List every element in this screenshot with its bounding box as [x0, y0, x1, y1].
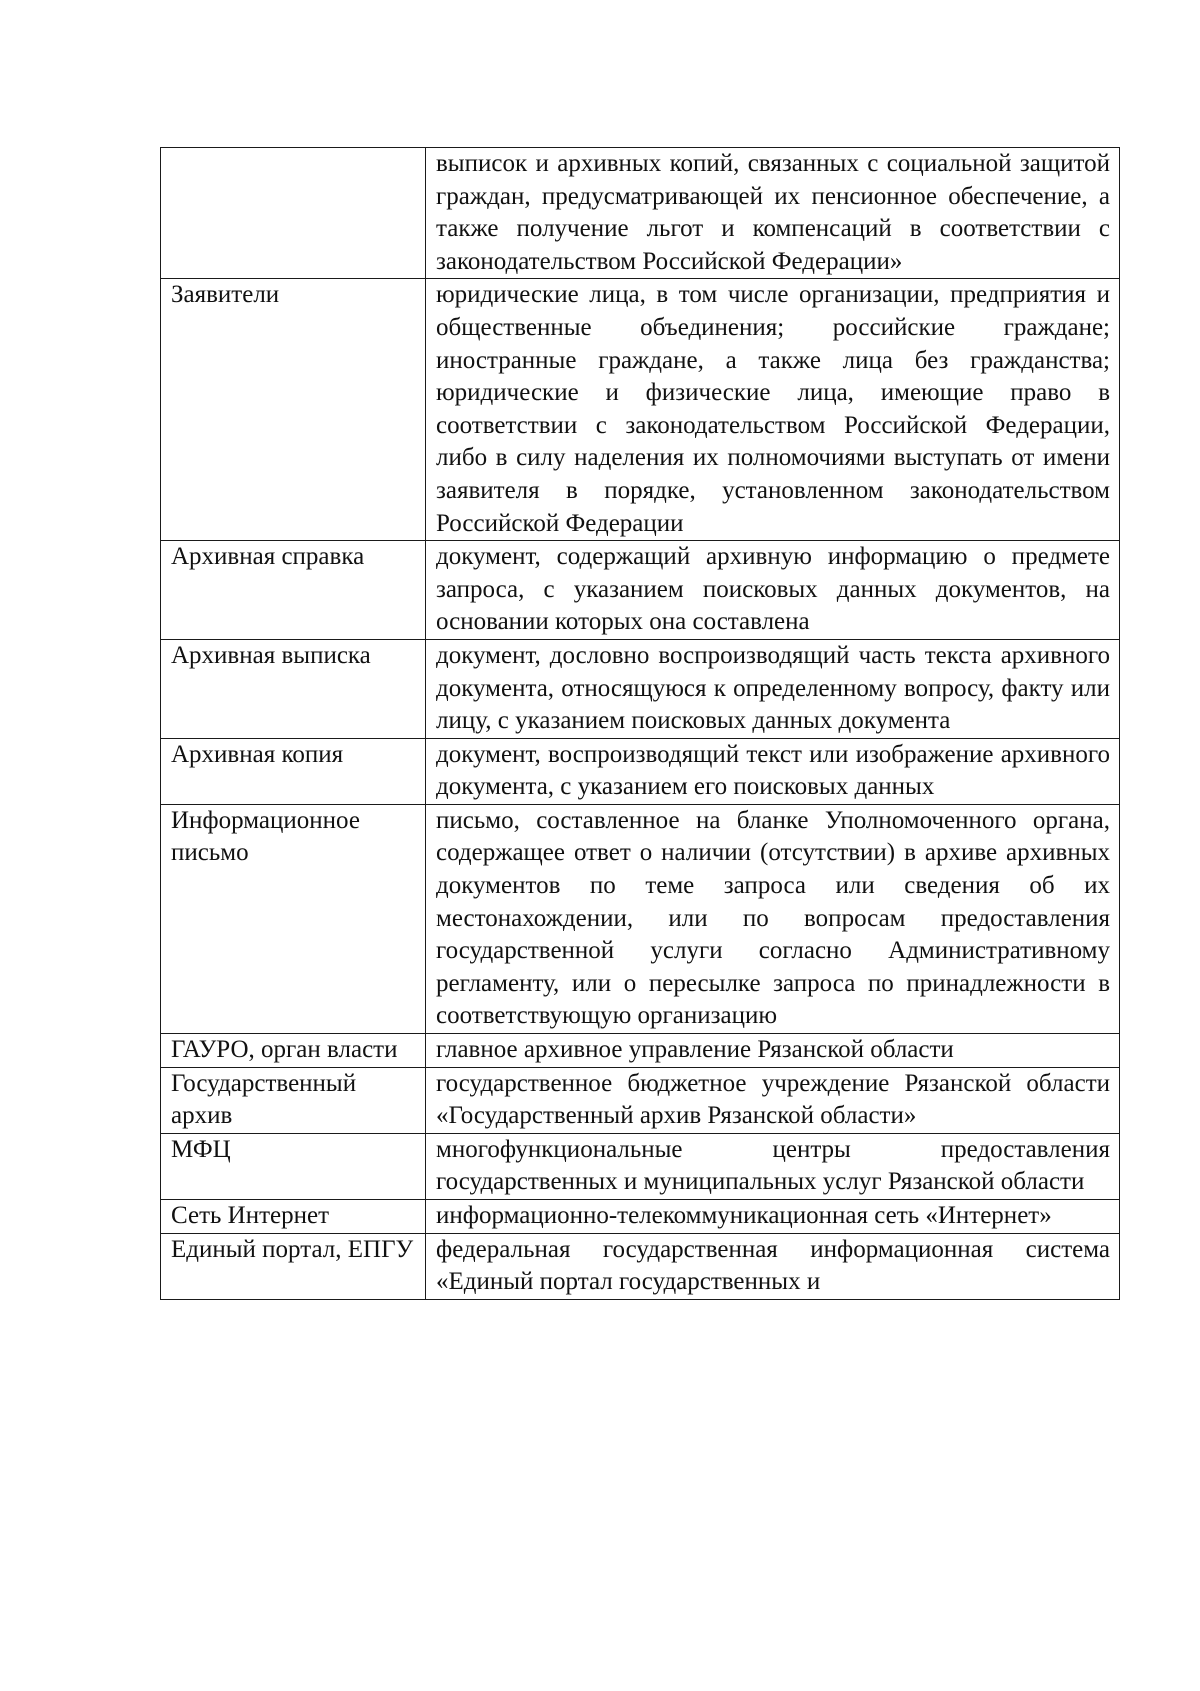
table-row: [161, 541, 1120, 640]
definition-cell: документ, содержащий архивную информацию о предмете запроса, с указанием поисковых данных документов, на основании которых она составлена: [426, 541, 1120, 640]
definition-cell: федеральная государственная информационная система «Единый портал государственных и: [426, 1233, 1120, 1299]
term-cell: Архивная справка: [161, 541, 426, 640]
definition-cell: многофункциональные центры предоставления государственных и муниципальных услуг Рязанской области: [426, 1133, 1120, 1199]
term-cell: Информационное письмо: [161, 804, 426, 1033]
table-row: [161, 279, 1120, 541]
table-row: [161, 738, 1120, 804]
term-cell: Заявители: [161, 279, 426, 541]
term-cell: Единый портал, ЕПГУ: [161, 1233, 426, 1299]
definition-cell: письмо, составленное на бланке Уполномоченного органа, содержащее ответ о наличии (отсутствии) в архиве архивных документов по теме запроса или сведения об их местонахождении, или по вопросам предоставления государственной услуги согласно Административному регламенту, или о пересылке запроса по принадлежности в соответствующую организацию: [426, 804, 1120, 1033]
table-row: [161, 1133, 1120, 1199]
term-cell: ГАУРО, орган власти: [161, 1034, 426, 1068]
definition-cell: документ, воспроизводящий текст или изображение архивного документа, с указанием его поисковых данных: [426, 738, 1120, 804]
table-row: [161, 1233, 1120, 1299]
term-cell: Архивная выписка: [161, 639, 426, 738]
table-row: [161, 804, 1120, 1033]
term-cell: Государственный архив: [161, 1067, 426, 1133]
table-row: [161, 148, 1120, 279]
definition-cell: государственное бюджетное учреждение Рязанской области «Государственный архив Рязанской области»: [426, 1067, 1120, 1133]
table-row: [161, 1200, 1120, 1234]
table-row: [161, 1034, 1120, 1068]
definition-cell: выписок и архивных копий, связанных с социальной защитой граждан, предусматривающей их пенсионное обеспечение, а также получение льгот и компенсаций в соответствии с законодательством Российской Федерации»: [426, 148, 1120, 279]
term-cell: Архивная копия: [161, 738, 426, 804]
definition-cell: главное архивное управление Рязанской области: [426, 1034, 1120, 1068]
definition-cell: документ, дословно воспроизводящий часть текста архивного документа, относящуюся к определенному вопросу, факту или лицу, с указанием поисковых данных документа: [426, 639, 1120, 738]
definition-cell: юридические лица, в том числе организации, предприятия и общественные объединения; российские граждане; иностранные граждане, а также лица без гражданства; юридические и физические лица, имеющие право в соответствии с законодательством Российской Федерации, либо в силу наделения их полномочиями выступать от имени заявителя в порядке, установленном законодательством Российской Федерации: [426, 279, 1120, 541]
table-row: [161, 639, 1120, 738]
terms-table: [160, 147, 1120, 1300]
term-cell: Сеть Интернет: [161, 1200, 426, 1234]
term-cell: [161, 148, 426, 279]
definition-cell: информационно-телекоммуникационная сеть «Интернет»: [426, 1200, 1120, 1234]
term-cell: МФЦ: [161, 1133, 426, 1199]
table-row: [161, 1067, 1120, 1133]
